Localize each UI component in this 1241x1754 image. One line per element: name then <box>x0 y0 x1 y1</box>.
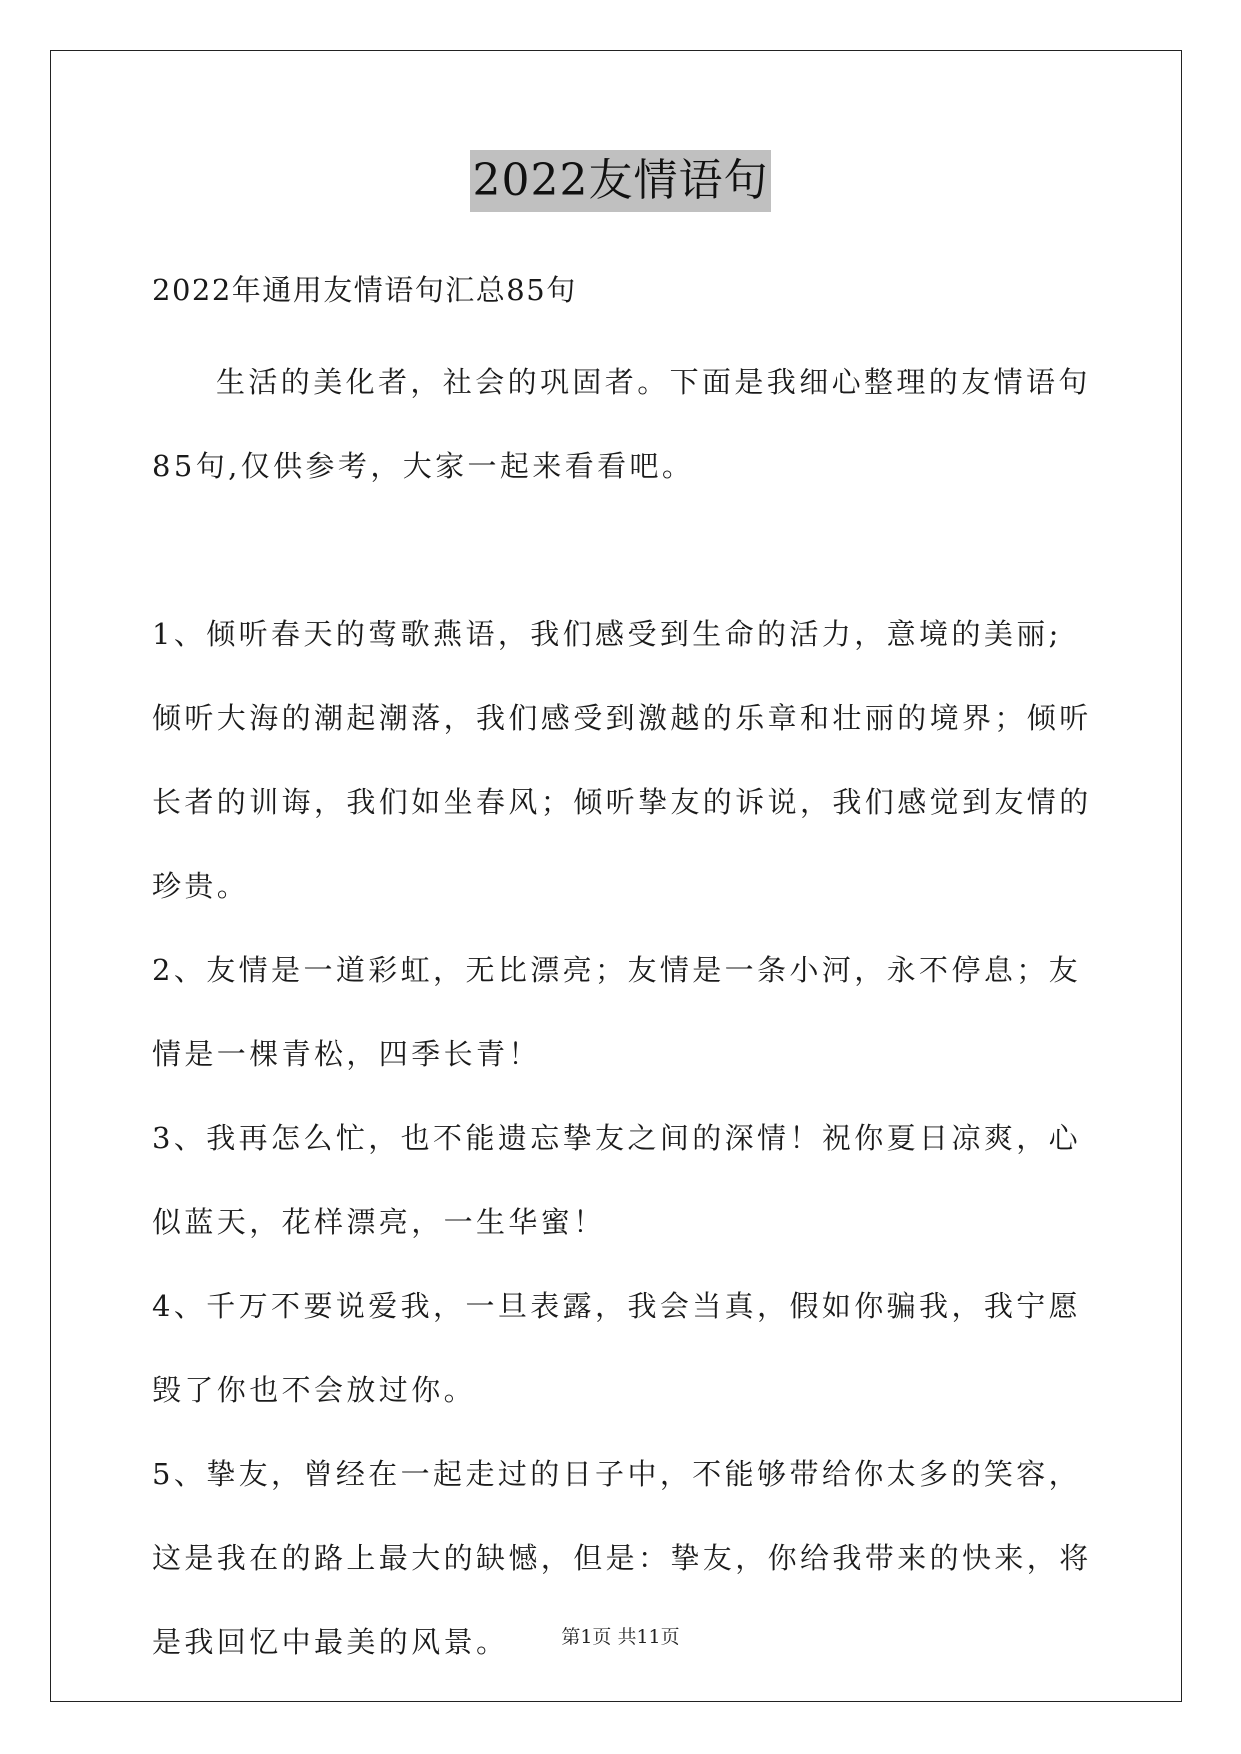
intro-paragraph: 生活的美化者，社会的巩固者。下面是我细心整理的友情语句85句,仅供参考，大家一起来看看吧。 <box>152 365 1091 483</box>
document-body <box>152 262 1092 1684</box>
quote-paragraph-5: 5、挚友，曾经在一起走过的日子中，不能够带给你太多的笑容，这是我在的路上最大的缺憾，但是：挚友，你给我带来的快来，将是我回忆中最美的风景。 <box>152 1457 1092 1659</box>
quote-paragraph-1: 1、倾听春天的莺歌燕语，我们感受到生命的活力，意境的美丽;倾听大海的潮起潮落，我们感受到激越的乐章和壮丽的境界；倾听长者的训诲，我们如坐春风；倾听挚友的诉说，我们感觉到友情的珍贵。 <box>152 617 1092 903</box>
title-wrap <box>0 150 1241 212</box>
document-subtitle: 2022年通用友情语句汇总85句 <box>152 273 577 307</box>
quote-paragraph-4: 4、千万不要说爱我，一旦表露，我会当真，假如你骗我，我宁愿毁了你也不会放过你。 <box>152 1289 1082 1407</box>
quote-paragraph-3: 3、我再怎么忙，也不能遗忘挚友之间的深情！祝你夏日凉爽，心似蓝天，花样漂亮，一生华蜜！ <box>152 1121 1082 1239</box>
quote-paragraph-2: 2、友情是一道彩虹，无比漂亮；友情是一条小河，永不停息；友情是一棵青松，四季长青！ <box>152 953 1082 1071</box>
document-title: 2022友情语句 <box>470 150 772 212</box>
blank-line <box>152 508 1092 592</box>
page-footer: 第1页 共11页 <box>561 1626 680 1648</box>
